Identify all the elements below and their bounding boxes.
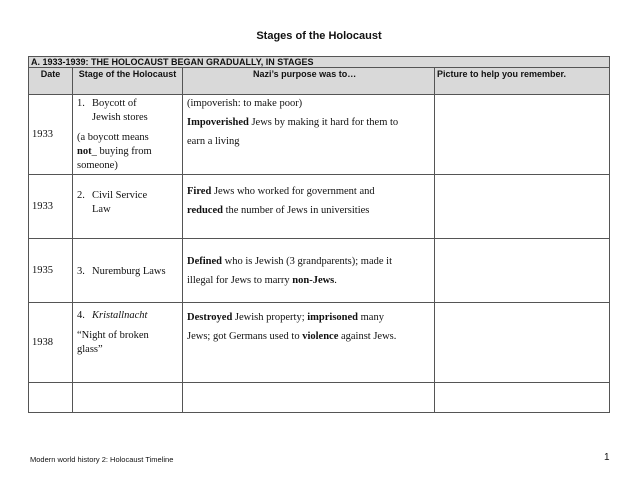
column-header-picture: Picture to help you remember.: [435, 68, 610, 95]
date-cell: 1933: [29, 175, 73, 239]
stage-quote: glass”: [77, 344, 103, 355]
purpose-line: Impoverished Jews by making it hard for them to: [187, 117, 399, 128]
page-footer: Modern world history 2: Holocaust Timeline: [30, 455, 174, 464]
table-row: [29, 239, 610, 303]
stage-cell: [73, 303, 183, 383]
table-row: [29, 303, 610, 383]
purpose-line: Destroyed Jewish property; imprisoned many: [187, 312, 384, 323]
stage-note: someone): [77, 160, 118, 171]
date-cell: 1938: [29, 303, 73, 383]
purpose-cell: [183, 95, 435, 175]
stage-name: Kristallnacht: [92, 310, 148, 321]
stage-number: 4.: [77, 310, 85, 321]
column-header-stage: Stage of the Holocaust: [73, 68, 183, 95]
purpose-line: (impoverish: to make poor): [187, 98, 303, 109]
picture-cell[interactable]: [435, 175, 610, 239]
stage-name-line: Law: [92, 204, 111, 215]
date-cell: 1935: [29, 239, 73, 303]
column-header-date: Date: [29, 68, 73, 95]
picture-cell[interactable]: [435, 303, 610, 383]
stage-cell: [73, 239, 183, 303]
date-cell: 1933: [29, 95, 73, 175]
stage-name: Nuremburg Laws: [92, 265, 166, 277]
table-row: [29, 175, 610, 239]
section-banner: A. 1933-1939: THE HOLOCAUST BEGAN GRADUALLY, IN STAGES: [29, 57, 610, 68]
page-number: 1: [604, 452, 610, 463]
column-header-purpose: Nazi’s purpose was to…: [183, 68, 435, 95]
picture-cell[interactable]: [435, 239, 610, 303]
purpose-line: Jews; got Germans used to violence against Jews.: [187, 331, 397, 342]
purpose-cell[interactable]: [183, 383, 435, 413]
purpose-line: earn a living: [187, 136, 240, 147]
holocaust-stages-table: [28, 56, 610, 413]
stage-number: 1.: [77, 98, 85, 109]
stage-note: not_ buying from: [77, 146, 152, 157]
table-row: [29, 383, 610, 413]
stage-note: (a boycott means: [77, 132, 149, 143]
stage-name-line: Civil Service: [92, 190, 148, 201]
stage-name-line: Boycott of: [92, 98, 137, 109]
purpose-line: reduced the number of Jews in universities: [187, 205, 370, 216]
purpose-line: illegal for Jews to marry non-Jews.: [187, 275, 337, 286]
stage-cell[interactable]: [73, 383, 183, 413]
picture-cell[interactable]: [435, 95, 610, 175]
purpose-line: Defined who is Jewish (3 grandparents); made it: [187, 256, 393, 267]
stage-number: 2.: [77, 190, 85, 201]
table-row: [29, 95, 610, 175]
purpose-cell: [183, 303, 435, 383]
stage-quote: “Night of broken: [77, 330, 149, 341]
stage-cell: [73, 175, 183, 239]
date-cell[interactable]: [29, 383, 73, 413]
stage-number: 3.: [77, 265, 85, 277]
picture-cell[interactable]: [435, 383, 610, 413]
document-title: Stages of the Holocaust: [256, 30, 382, 42]
purpose-cell: [183, 175, 435, 239]
purpose-line: Fired Jews who worked for government and: [187, 186, 375, 197]
purpose-cell: [183, 239, 435, 303]
stage-cell: [73, 95, 183, 175]
column-header-row: [29, 68, 610, 95]
stage-name-line: Jewish stores: [92, 112, 148, 123]
